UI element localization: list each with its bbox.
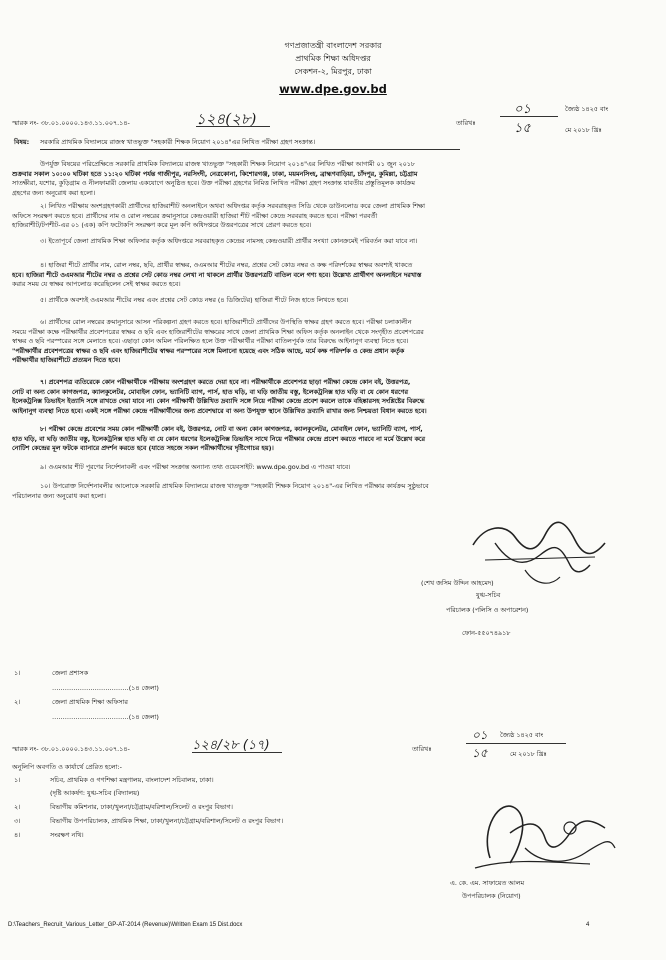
date-divider: [500, 116, 558, 117]
memo-english-day: ১৫: [514, 121, 531, 136]
paragraph-line: শুক্রবার সকাল ১০:০০ ঘটিকা হতে ১১:২০ ঘটিকা পর্যন্ত গাজীপুর, নরসিংদী, নেত্রকোনা, কিশোরগঞ্জ, ঢাকা, ময়মনসিংহ, ব্রাহ্মণবাড়িয়া, চাঁদপুর, কুমিল্লা, চট্টগ্রাম: [12, 169, 418, 178]
header-address: সেকশন-২, মিরপুর, ঢাকা: [294, 67, 372, 76]
memo-bangla-day: ০১: [514, 102, 531, 117]
paragraph-line: ৩। ইতোপূর্বে জেলা প্রাথমিক শিক্ষা অফিসার কর্তৃক অধিদপ্তরে সরবরাহকৃত কেন্দ্রের নামসহ কেন্দ্রওয়ারী প্রার্থীর সংখ্যা কোনক্রমেই পরিবর্তন করা যাবে না।: [40, 237, 418, 245]
subject-text: সরকারি প্রাথমিক বিদ্যালয়ে রাজস্ব খাতভুক্ত "সহকারী শিক্ষক নিয়োগ ২০১৪"এর লিখিত পরীক্ষা গ্রহণ সংক্রান্ত।: [40, 138, 316, 146]
copy-item-text: সংরক্ষণ নথি।: [50, 831, 84, 839]
paragraph-1: [12, 160, 654, 198]
signatory-1-designation: পরিচালক (পলিসি ও অপারেশন): [446, 606, 529, 614]
header-website[interactable]: www.dpe.gov.bd: [279, 82, 387, 96]
copy-item-number: ২।: [14, 803, 21, 811]
signatory-2-title: উপপরিচালক (নিয়োগ): [462, 892, 521, 900]
paragraph-line: পরীক্ষার্থীর হাজিরাশীটে প্রত্যয়ন দিতে হবে।: [12, 356, 121, 365]
memo2-date-divider: [466, 743, 566, 744]
copy-item-text: বিভাগীয় কমিশনার, ঢাকা/খুলনা/চট্টগ্রাম/বরিশাল/সিলেট ও রংপুর বিভাগ।: [50, 803, 233, 811]
paragraph-7: [12, 378, 654, 416]
recipient-2-dots: ………………………………(১৪ জেলা): [52, 713, 159, 721]
paragraph-line: সময়ে পরীক্ষা কক্ষে পরীক্ষার্থীর প্রবেশপত্রের স্বাক্ষর ও ছবি এবং হাজিরাশীটের স্বাক্ষরের সাথে জেলা প্রাথমিক শিক্ষা অফিস কর্তৃক অনলাইন থেকে সংগৃহীত প্রবেশপত্রের: [12, 327, 424, 336]
paragraph-line: হাজিরাশীট/টপশীট-এর ০১ (এক) কপি ফটোকপি সংরক্ষণ করে মূল কপি অধিদপ্তরে উত্তরপত্রের সাথে প্রেরণ করতে হবে।: [12, 221, 312, 230]
memo-number-label: স্মারক নং- ৩৮.০১.০০০০.১৪৩.১১.০০৭.১৪-: [12, 119, 130, 127]
signatory-1-title: যুগ্ম-সচিব: [476, 591, 501, 599]
paragraph-line: ৮। পরীক্ষা কেন্দ্রে প্রবেশের সময় কোন পরীক্ষার্থী কোন বই, উত্তরপত্র, নোট বা অন্য কোন কাগজপত্র, ক্যালকুলেটর, মোবাইল ফোন, ভ্যানিটি ব্যাগ, পার্স,: [40, 425, 423, 433]
paragraph-line: অফিসে সংরক্ষণ করতে হবে। প্রার্থীদের নাম ও রোল নম্বরের ক্রমানুসারে কেন্দ্রওয়ারী হাজিরা শীট পরীক্ষা কেন্দ্রে সরবরাহ করতে হবে। পরীক্ষা পরবর্তী: [12, 211, 378, 220]
memo2-handwritten-number: ১২৪/২৮ (১৭): [192, 738, 270, 753]
memo-bangla-month-year: জ্যৈষ্ঠ ১৪২৫ বাং: [565, 105, 609, 113]
paragraph-line: ৬। প্রার্থীদের রোল নম্বরের ক্রমানুসারে আসন পরিকল্পনা গ্রহণ করতে হবে। হাজিরাশীটে প্রার্থীদের উপস্থিতি স্বাক্ষর গ্রহণ করতে হবে। পরীক্ষা চলাকালীন: [40, 318, 412, 326]
paragraph-line: ৫। প্রার্থীকে অবশ্যই ওএমআর শীটের নম্বর এবং প্রশ্নের সেট কোড নম্বর (৪ ডিজিটের) হাজিরা শীটে নিজ হাতে লিখতে হবে।: [40, 296, 349, 304]
paragraph-5: [12, 296, 654, 306]
memo2-english-day: ১৫: [472, 746, 488, 760]
paragraph-line: ২। লিখিত পরীক্ষায় অংশগ্রহণকারী প্রার্থীদের হাজিরাশীট অনলাইনে অথবা অধিদপ্তর কর্তৃক সরবরাহকৃত সিডি থেকে ডাউনলোড করে জেলা প্রাথমিক শিক্ষা: [40, 202, 426, 210]
subject-label: বিষয়:: [14, 138, 30, 146]
copy-note: অনুলিপি অবগতি ও কার্যার্থে প্রেরিত হলো:-: [12, 763, 122, 771]
paragraph-line: আইনানুগ ব্যবস্থা নিতে হবে। একই সঙ্গে পরীক্ষা কেন্দ্রে পরীক্ষার্থীদের জন্য প্রবেশদ্বারে বা অন্য উপযুক্ত স্থানে উল্লিখিত দ্রব্যাদি রাখার জন্য নিশ্চয়তা বিধান করতে হবে।: [12, 406, 427, 415]
memo-handwritten-number: ১২৪(২৮): [196, 110, 257, 128]
signatory-1-phone: ফোন-৫৫০৭৪৯১৮: [462, 629, 511, 637]
paragraph-4: [12, 261, 654, 290]
signature-2-scribble: [470, 778, 620, 878]
paragraph-line: ৯। ওএমআর শীট পূরণের নির্দেশনাবলী এবং পরীক্ষা সংক্রান্ত অন্যান্য তথ্য ওয়েবসাইট: www.dpe.gov.bd এ পাওয়া যাবে।: [40, 463, 351, 471]
copy-item-number: ৩।: [14, 817, 21, 825]
copy-item-number: ৪।: [14, 831, 21, 839]
paragraph-8: [12, 425, 654, 454]
paragraph-line: পরিচালনার জন্য অনুরোধ করা হলো।: [12, 491, 106, 500]
memo2-bangla-day: ০১: [472, 728, 488, 742]
paragraph-9: [12, 463, 654, 473]
paragraph-line: গ্রহণের জন্য অনুরোধ করা হলো।: [12, 188, 96, 197]
copy-item-text: বিভাগীয় উপপরিচালক, প্রাথমিক শিক্ষা, ঢাকা/খুলনা/চট্টগ্রাম/বরিশাল/সিলেট ও রংপুর বিভাগ।: [50, 817, 283, 825]
paragraph-line: উপর্যুক্ত বিষয়ের পরিপ্রেক্ষিতে সরকারি প্রাথমিক বিদ্যালয়ে রাজস্ব খাতভুক্ত "সহকারী শিক্ষক নিয়োগ ২০১৪"এর লিখিত পরীক্ষা আগামী ০১ জুন ২০১৮: [40, 160, 416, 168]
paragraph-line: স্বাক্ষর ও ছবি পরস্পরের সঙ্গে মেলাতে হবে। এছাড়া কোন অমিল পরিলক্ষিত হলে উক্ত পরীক্ষার্থীর পরীক্ষা বাতিলপূর্বক তার বিরুদ্ধে আইনানুগ ব্যবস্থা নিতে হবে।: [12, 337, 409, 346]
header-government: গণপ্রজাতন্ত্রী বাংলাদেশ সরকার: [284, 41, 382, 50]
paragraph-line: ৭। প্রবেশপত্র ব্যতিরেকে কোন পরীক্ষার্থীকে পরীক্ষায় অংশগ্রহণ করতে দেয়া হবে না। পরীক্ষার্থীকে প্রবেশপত্র ছাড়া পরীক্ষা কেন্দ্রে কোন বই, উত্তরপত্র,: [40, 378, 411, 386]
subject-underline: [40, 149, 460, 150]
copy-item-text: সচিব, প্রাথমিক ও গণশিক্ষা মন্ত্রণালয়, বাংলাদেশ সচিবালয়, ঢাকা।: [50, 776, 214, 784]
paragraph-line: ৪। হাজিরা শীটে প্রার্থীর নাম, রোল নম্বর, ছবি, প্রার্থীর স্বাক্ষর, ওএমআর শীটের নম্বর, প্রশ্নের সেট কোড নম্বর ও কক্ষ পরিদর্শকের স্বাক্ষর অবশ্যই থাকতে: [40, 261, 413, 269]
recipient-2-number: ২।: [14, 698, 21, 706]
header-directorate: প্রাথমিক শিক্ষা অধিদপ্তর: [295, 54, 371, 63]
paragraph-2: [12, 202, 654, 231]
paragraph-6: [12, 318, 654, 366]
paragraph-line: নোটিশ কেন্দ্রের মূল ফটকে ব্যানারে প্রদর্শন করতে হবে (যাতে সহজে সকল পরীক্ষার্থীদের দৃষ্টিগোচর হয়)।: [12, 444, 274, 453]
paragraph-line: হবে। হাজিরা শীটে ওএমআর শীটের নম্বর ও প্রশ্নের সেট কোড নম্বর লেখা না থাকলে প্রার্থীর উত্তরপত্রটি বাতিল বলে গণ্য হবে। উল্লেখ্য প্রার্থীগণ অনলাইনে দরখাস্ত: [12, 270, 422, 279]
paragraph-line: করার সময় যে স্বাক্ষর আপলোড করেছিলেন সেই স্বাক্ষর করতে হবে।: [12, 280, 181, 289]
footer-file-path: D:\Teachers_Recruit_Various_Letter_GP-AT-2014 (Revenue)\Written Exam 15 Dist.docx: [8, 922, 243, 928]
paragraph-line: সাতক্ষীরা, যশোর, কুড়িগ্রাম ও নীলফামারী জেলায় একযোগে অনুষ্ঠিত হবে। উক্ত পরীক্ষা গ্রহণের নিমিত্ত লিখিত পরীক্ষা গ্রহণ সংক্রান্ত যাবতীয় প্রস্তুতিমূলক কার্যক্রম: [12, 179, 415, 188]
signatory-1-name: (শেখ জসিম উদ্দিন আহমেদ): [421, 579, 494, 587]
recipient-1-number: ১।: [14, 669, 21, 677]
paragraph-line: "পরীক্ষার্থীর প্রবেশপত্রের স্বাক্ষর ও ছবি এবং হাজিরাশীটের স্বাক্ষর পরস্পরের সঙ্গে মিলানো হয়েছে এবং সঠিক আছে, মর্মে কক্ষ পরিদর্শক ও কেন্দ্র প্রধান কর্তৃক: [12, 346, 405, 355]
paragraph-line: নোট বা অন্য কোন কাগজপত্র, ক্যালকুলেটর, মোবাইল ফোন, ভ্যানিটি ব্যাগ, পার্স, হাত ঘড়ি, বা ঘড়ি জাতীয় বস্তু, ইলেকট্রনিক্স হাত ঘড়ি বা যে কোন ধরণের: [12, 387, 408, 396]
signatory-2-name: এ. কে. এম. সাফায়েত আলম: [450, 879, 525, 887]
memo-date-label: তারিখঃ: [456, 119, 476, 127]
copy-item-number: ১।: [14, 776, 21, 784]
paragraph-line: ১০। উপরোক্ত নির্দেশনাবলীর আলোকে সরকারি প্রাথমিক বিদ্যালয়ে রাজস্ব খাতভুক্ত "সহকারী শিক্ষক নিয়োগ ২০১৪"-এর লিখিত পরীক্ষার কার্যক্রম সুষ্ঠুভাবে: [40, 482, 429, 490]
paragraph-3: [12, 237, 654, 247]
memo2-bangla-month-year: জ্যৈষ্ঠ ১৪২৫ বাং: [500, 731, 544, 739]
paragraph-line: ইলেকট্রনিক্স ডিভাইস ইত্যাদি সঙ্গে রাখতে দেয়া যাবে না। কোন পরীক্ষার্থী উল্লিখিত দ্রব্যাদি সঙ্গে নিয়ে পরীক্ষা কেন্দ্রে প্রবেশ করলে তাকে বহিষ্কারসহ সংশ্লিষ্টের বিরুদ্ধে: [12, 397, 425, 406]
memo2-english-month-year: মে ২০১৮ খ্রিঃ: [510, 750, 547, 758]
paragraph-10: [12, 482, 654, 501]
recipient-1-dots: ………………………………(১৪ জেলা): [52, 684, 159, 692]
memo-english-month-year: মে ২০১৮ খ্রিঃ: [565, 126, 602, 134]
memo-underline: [196, 126, 270, 127]
paragraph-line: হাত ঘড়ি, বা ঘড়ি জাতীয় বস্তু, ইলেকট্রনিক্স হাত ঘড়ি বা যে কোন ধরণের ইলেকট্রনিক্স ডিভাইস সাথে নিয়ে পরীক্ষার কেন্দ্রে প্রবেশ করতে পারবে না মর্মে উল্লেখ করে: [12, 434, 425, 443]
memo2-date-label: তারিখঃ: [412, 745, 432, 753]
footer-page-number: 4: [586, 922, 590, 928]
memo2-underline: [192, 752, 282, 753]
recipient-1-title: জেলা প্রশাসক: [52, 669, 89, 677]
recipient-2-title: জেলা প্রাথমিক শিক্ষা অফিসার: [52, 698, 128, 706]
copy-item-text: (দৃষ্টি আকর্ষণ: যুগ্ম-সচিব (বিদ্যালয়): [50, 789, 140, 797]
memo2-number-label: স্মারক নং- ৩৮.০১.০০০০.১৪৩.১১.০০৭.১৪-: [12, 745, 130, 753]
